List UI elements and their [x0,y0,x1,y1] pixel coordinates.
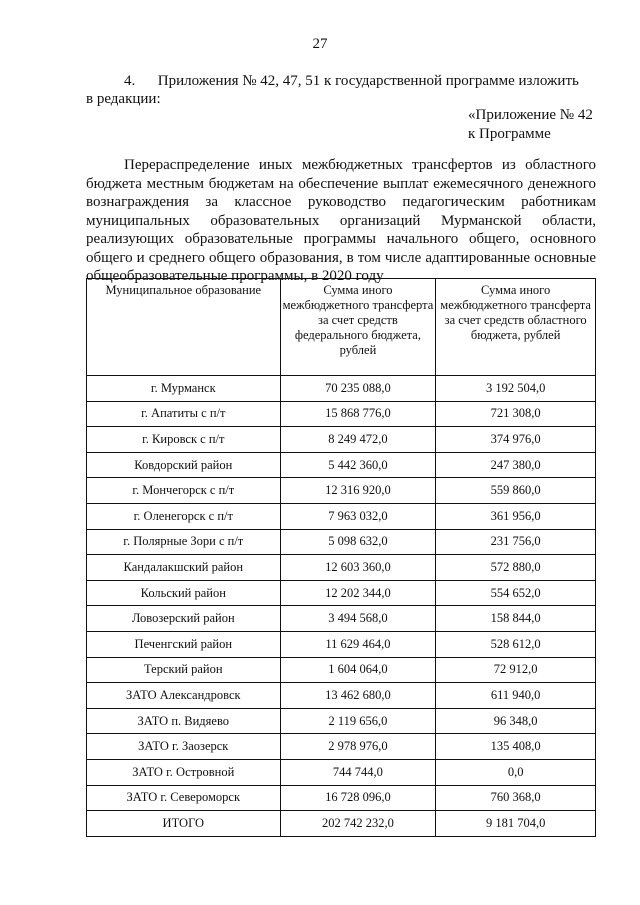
table-row [87,452,596,478]
cell-federal: 5 098 632,0 [280,529,436,555]
table-row [87,631,596,657]
table-row [87,503,596,529]
cell-federal: 12 316 920,0 [280,478,436,504]
table-header-row [87,279,596,376]
cell-federal: 11 629 464,0 [280,631,436,657]
cell-regional: 554 652,0 [436,580,596,606]
cell-municipality: Терский район [87,657,281,683]
cell-municipality: Ловозерский район [87,606,281,632]
cell-regional: 3 192 504,0 [436,376,596,402]
cell-municipality: Кандалакшский район [87,555,281,581]
cell-regional: 72 912,0 [436,657,596,683]
cell-federal: 2 119 656,0 [280,708,436,734]
table-title: Перераспределение иных межбюджетных трансфертов из областного бюджета местным бюджетам на обеспечение выплат ежемесячного денежного вознаграждения за классное руководство педагогическим работникам муниципальных образовательных организаций Мурманской области, реализующих образовательные программы начального общего, основного общего и среднего общего образования, в том числе адаптированные основные общеобразовательные программы, в 2020 году [86,157,596,284]
cell-regional: 96 348,0 [436,708,596,734]
cell-regional: 760 368,0 [436,785,596,811]
table-row [87,401,596,427]
cell-total-label: ИТОГО [87,811,281,837]
cell-regional: 231 756,0 [436,529,596,555]
cell-municipality: г. Кировск с п/т [87,427,281,453]
cell-federal: 12 202 344,0 [280,580,436,606]
cell-municipality: ЗАТО п. Видяево [87,708,281,734]
cell-municipality: ЗАТО г. Североморск [87,785,281,811]
cell-federal: 70 235 088,0 [280,376,436,402]
cell-regional: 721 308,0 [436,401,596,427]
appendix-reference [468,106,593,144]
table-row [87,785,596,811]
table-row [87,478,596,504]
cell-total-regional: 9 181 704,0 [436,811,596,837]
cell-federal: 13 462 680,0 [280,683,436,709]
cell-regional: 559 860,0 [436,478,596,504]
cell-regional: 158 844,0 [436,606,596,632]
cell-municipality: г. Апатиты с п/т [87,401,281,427]
cell-regional: 361 956,0 [436,503,596,529]
table-row [87,427,596,453]
header-regional-sum: Сумма иного межбюджетного трансферта за счет средств областного бюджета, рублей [436,279,596,376]
cell-federal: 3 494 568,0 [280,606,436,632]
cell-regional: 0,0 [436,759,596,785]
cell-regional: 247 380,0 [436,452,596,478]
cell-federal: 7 963 032,0 [280,503,436,529]
cell-federal: 2 978 976,0 [280,734,436,760]
cell-regional: 374 976,0 [436,427,596,453]
cell-federal: 8 249 472,0 [280,427,436,453]
appendix-line-2: к Программе [468,126,551,142]
cell-regional: 611 940,0 [436,683,596,709]
cell-municipality: Печенгский район [87,631,281,657]
cell-federal: 1 604 064,0 [280,657,436,683]
table-row [87,529,596,555]
cell-municipality: г. Полярные Зори с п/т [87,529,281,555]
table-row [87,734,596,760]
table-row [87,657,596,683]
cell-municipality: г. Оленегорск с п/т [87,503,281,529]
header-municipality: Муниципальное образование [87,279,281,376]
cell-municipality: Ковдорский район [87,452,281,478]
transfer-table [86,278,596,837]
cell-federal: 12 603 360,0 [280,555,436,581]
cell-municipality: ЗАТО г. Заозерск [87,734,281,760]
cell-federal: 15 868 776,0 [280,401,436,427]
table-row [87,580,596,606]
cell-municipality: г. Мончегорск с п/т [87,478,281,504]
table-row [87,376,596,402]
cell-federal: 744 744,0 [280,759,436,785]
table-row [87,759,596,785]
table-row [87,606,596,632]
header-federal-sum: Сумма иного межбюджетного трансферта за счет средств федерального бюджета, рублей [280,279,436,376]
table-row [87,683,596,709]
appendix-line-1: «Приложение № 42 [468,107,593,123]
page-number: 27 [312,36,328,52]
cell-federal: 16 728 096,0 [280,785,436,811]
item-4-line-2: в редакции: [86,91,161,107]
cell-municipality: ЗАТО Александровск [87,683,281,709]
table-row [87,555,596,581]
cell-municipality: ЗАТО г. Островной [87,759,281,785]
cell-municipality: Кольский район [87,580,281,606]
table-row [87,708,596,734]
cell-regional: 528 612,0 [436,631,596,657]
cell-regional: 572 880,0 [436,555,596,581]
cell-municipality: г. Мурманск [87,376,281,402]
item-4-line-1: 4. Приложения № 42, 47, 51 к государственной программе изложить [124,73,579,89]
cell-total-federal: 202 742 232,0 [280,811,436,837]
item-4-paragraph [86,72,596,108]
table-total-row [87,811,596,837]
cell-regional: 135 408,0 [436,734,596,760]
cell-federal: 5 442 360,0 [280,452,436,478]
